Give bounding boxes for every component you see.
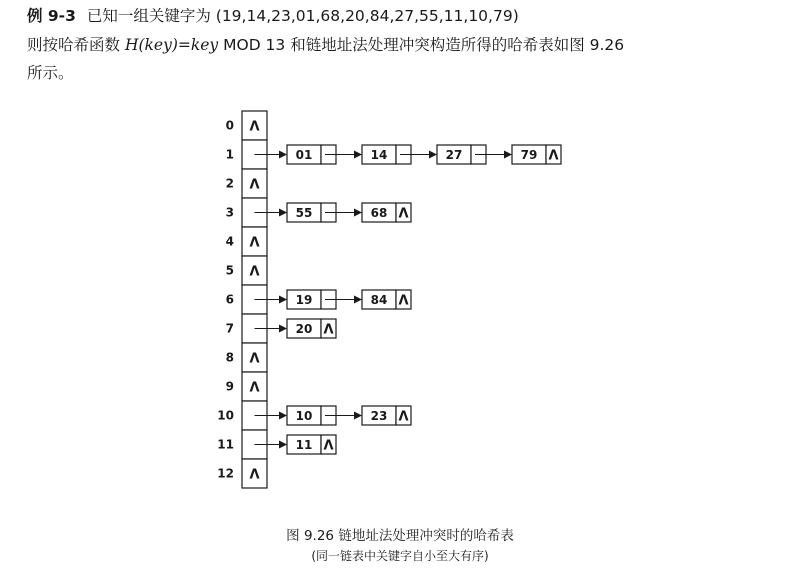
node-key: 68	[370, 206, 388, 220]
bucket-index: 12	[217, 466, 234, 481]
node-key: 84	[370, 293, 388, 307]
bucket-index: 9	[225, 379, 234, 394]
node-key: 20	[295, 322, 313, 336]
node-key: 23	[370, 409, 388, 423]
example-label: 例 9-3	[27, 7, 76, 25]
node-key: 01	[295, 148, 313, 162]
hash-method-text: MOD 13 和链地址法处理冲突构造所得的哈希表如图 9.26	[218, 36, 625, 54]
node-key: 14	[370, 148, 388, 162]
node-key: 79	[520, 148, 538, 162]
null-pointer: Λ	[398, 206, 409, 222]
bucket-index: 2	[225, 176, 234, 191]
null-pointer: Λ	[548, 148, 559, 164]
null-pointer: Λ	[249, 264, 260, 280]
null-pointer: Λ	[249, 119, 260, 135]
node-key: 11	[295, 438, 313, 452]
intro-end-text: 所示。	[27, 64, 74, 82]
bucket-index: 5	[225, 263, 234, 278]
bucket-index: 10	[217, 408, 234, 423]
null-pointer: Λ	[398, 293, 409, 309]
bucket-index: 3	[225, 205, 234, 220]
figure-caption: 图 9.26 链地址法处理冲突时的哈希表	[286, 528, 514, 544]
bucket-index: 1	[225, 147, 234, 162]
hash-function: H(key)=key	[124, 36, 219, 54]
hash-intro-text: 则按哈希函数	[27, 36, 125, 54]
null-pointer: Λ	[249, 380, 260, 396]
node-key: 55	[295, 206, 313, 220]
figure-subcaption: (同一链表中关键字自小至大有序)	[311, 549, 489, 563]
bucket-index: 7	[225, 321, 234, 336]
node-key: 10	[295, 409, 313, 423]
node-key: 27	[445, 148, 463, 162]
bucket-index: 8	[225, 350, 234, 365]
bucket-index: 11	[217, 437, 234, 452]
node-key: 19	[295, 293, 313, 307]
null-pointer: Λ	[249, 351, 260, 367]
bucket-index: 0	[225, 118, 234, 133]
null-pointer: Λ	[323, 322, 334, 338]
bucket-index: 4	[225, 234, 234, 249]
bucket-index: 6	[225, 292, 234, 307]
keyword-set-text: 已知一组关键字为 (19,14,23,01,68,20,84,27,55,11,10,79)	[86, 7, 519, 25]
null-pointer: Λ	[249, 467, 260, 483]
null-pointer: Λ	[249, 235, 260, 251]
null-pointer: Λ	[323, 438, 334, 454]
null-pointer: Λ	[398, 409, 409, 425]
null-pointer: Λ	[249, 177, 260, 193]
